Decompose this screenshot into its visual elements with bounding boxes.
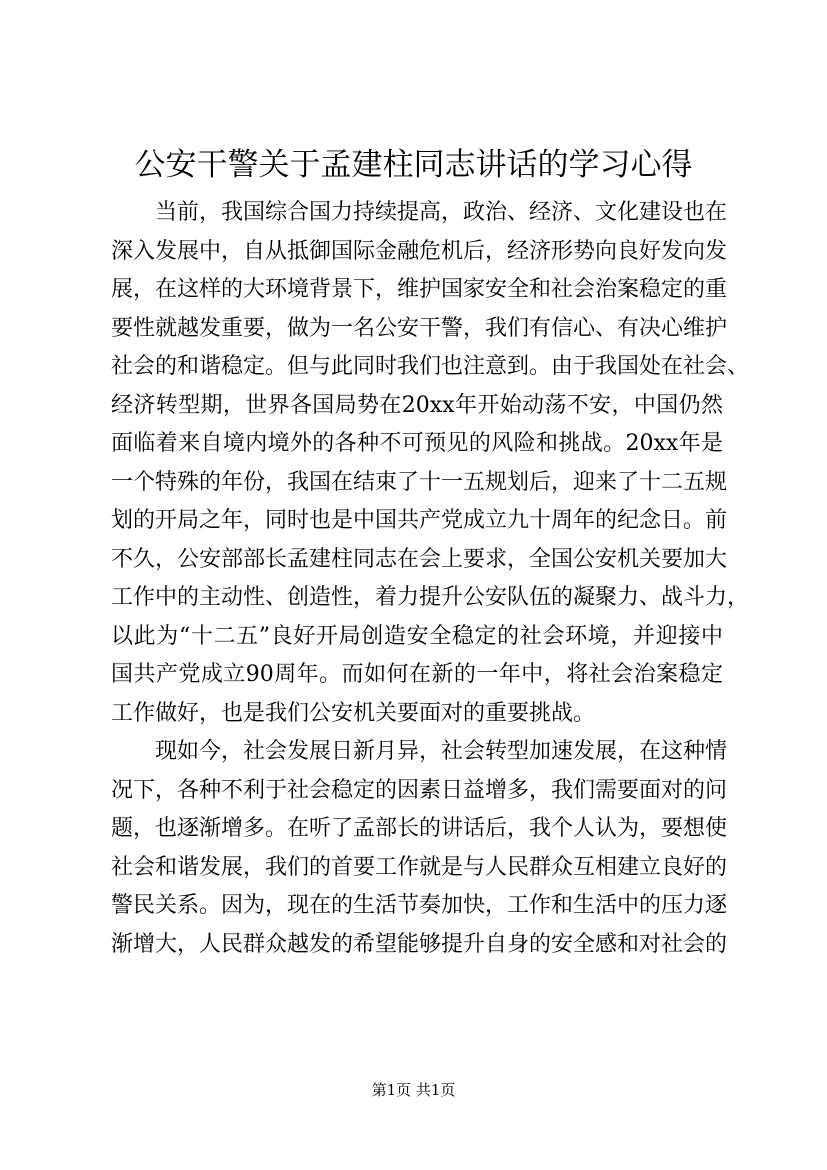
- text-line: 展，在这样的大环境背景下，维护国家安全和社会治案稳定的重: [111, 277, 728, 302]
- text-line: 要性就越发重要，做为一名公安干警，我们有信心、有决心维护: [111, 315, 728, 341]
- text-line: 警民关系。因为，现在的生活节奏加快，工作和生活中的压力逐: [111, 893, 728, 918]
- text-line: 工作中的主动性、创造性，着力提升公安队伍的凝聚力、战斗力，: [111, 585, 750, 610]
- paragraph-2: [111, 733, 728, 964]
- text-line: 社会的和谐稳定。但与此同时我们也注意到。由于我国处在社会、: [111, 354, 750, 379]
- document-body: [111, 194, 750, 964]
- text-line: 面临着来自境内境外的各种不可预见的风险和挑战。20xx年是: [111, 431, 723, 456]
- text-line: 以此为“十二五”良好开局创造安全稳定的社会环境，并迎接中: [111, 623, 723, 649]
- text-line: 现如今，社会发展日新月异，社会转型加速发展，在这种情: [155, 739, 728, 764]
- text-line: 不久，公安部部长孟建柱同志在会上要求，全国公安机关要加大: [111, 546, 728, 572]
- text-line: 当前，我国综合国力持续提高，政治、经济、文化建设也在: [155, 200, 728, 225]
- text-line: 渐增大，人民群众越发的希望能够提升自身的安全感和对社会的: [111, 931, 728, 957]
- text-line: 经济转型期，世界各国局势在20xx年开始动荡不安，中国仍然: [111, 392, 723, 418]
- text-line: 国共产党成立90周年。而如何在新的一年中，将社会治案稳定: [111, 662, 723, 687]
- text-line: 划的开局之年，同时也是中国共产党成立九十周年的纪念日。前: [111, 508, 728, 533]
- text-line: 工作做好，也是我们公安机关要面对的重要挑战。: [111, 700, 596, 726]
- paragraph-1: [111, 194, 750, 733]
- text-line: 况下，各种不利于社会稳定的因素日益增多，我们需要面对的问: [111, 777, 728, 803]
- text-line: 深入发展中，自从抵御国际金融危机后，经济形势向良好发向发: [111, 238, 728, 264]
- document-title: 公安干警关于孟建柱同志讲话的学习心得: [134, 147, 693, 183]
- text-line: 题，也逐渐增多。在听了孟部长的讲话后，我个人认为，要想使: [111, 816, 728, 841]
- text-line: 一个特殊的年份，我国在结束了十一五规划后，迎来了十二五规: [111, 469, 728, 495]
- page-number-footer: 第1页 共1页: [371, 1081, 456, 1099]
- text-line: 社会和谐发展，我们的首要工作就是与人民群众互相建立良好的: [111, 854, 728, 880]
